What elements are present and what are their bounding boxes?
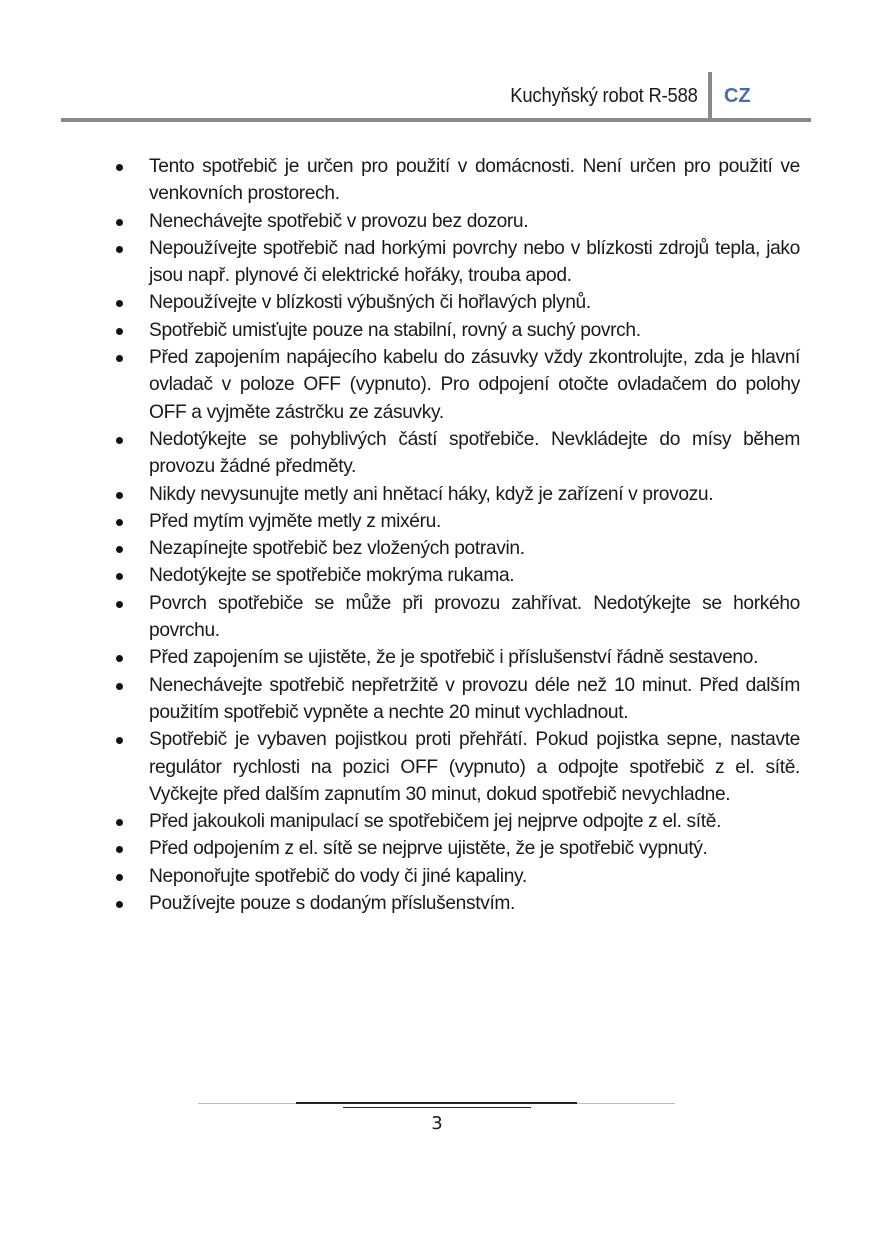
bullet-icon [116, 737, 123, 744]
safety-rule-item [110, 426, 800, 481]
header-divider-vertical [708, 72, 712, 120]
document-title: Kuchyňský robot R-588 [510, 85, 698, 107]
safety-rule-item [110, 508, 800, 535]
page-number: 3 [431, 1113, 443, 1134]
safety-rule-item [110, 644, 800, 671]
safety-rule-item [110, 153, 800, 208]
safety-rule-text: Neponořujte spotřebič do vody či jiné kapaliny. [149, 865, 527, 887]
safety-rule-item [110, 208, 800, 235]
safety-rule-item [110, 835, 800, 862]
safety-rule-item [110, 672, 800, 727]
safety-rule-text: Nikdy nevysunujte metly ani hnětací háky, když je zařízení v provozu. [149, 483, 714, 505]
bullet-icon [116, 355, 123, 362]
bullet-icon [116, 519, 123, 526]
bullet-icon [116, 601, 123, 608]
safety-rule-text: Nepoužívejte spotřebič nad horkými povrchy nebo v blízkosti zdrojů tepla, jako jsou např. plynové či elektrické hořáky, trouba apod. [149, 237, 800, 287]
bullet-icon [116, 874, 123, 881]
bullet-icon [116, 819, 123, 826]
language-code: CZ [724, 85, 751, 107]
bullet-icon [116, 492, 123, 499]
bullet-icon [116, 246, 123, 253]
safety-rule-text: Před mytím vyjměte metly z mixéru. [149, 510, 441, 532]
safety-rule-text: Nezapínejte spotřebič bez vložených potravin. [149, 538, 525, 560]
safety-rule-item [110, 808, 800, 835]
safety-rule-item [110, 590, 800, 645]
safety-rule-item [110, 235, 800, 290]
safety-rule-text: Povrch spotřebiče se může při provozu zahřívat. Nedotýkejte se horkého povrchu. [149, 592, 800, 642]
safety-rule-item [110, 481, 800, 508]
bullet-icon [116, 328, 123, 335]
safety-rule-item [110, 726, 800, 808]
safety-rule-text: Před zapojením napájecího kabelu do zásuvky vždy zkontrolujte, zda je hlavní ovladač v poloze OFF (vypnuto). Pro odpojení otočte ovladačem do polohy OFF a vyjměte zástrčku ze zásuvky. [149, 347, 800, 423]
safety-rule-text: Nenechávejte spotřebič v provozu bez dozoru. [149, 210, 529, 232]
bullet-icon [116, 901, 123, 908]
safety-rule-text: Tento spotřebič je určen pro použití v domácnosti. Není určen pro použití ve venkovních prostorech. [149, 156, 800, 205]
safety-rule-text: Spotřebič je vybaven pojistkou proti přehřátí. Pokud pojistka sepne, nastavte regulátor rychlosti na pozici OFF (vypnuto) a odpojte spotřebič z el. sítě. Vyčkejte před dalším zapnutím 30 minut, dokud spotřebič nevychladne. [149, 729, 800, 805]
page-header [61, 72, 811, 122]
footer-rule-short [343, 1107, 531, 1108]
bullet-icon [116, 164, 123, 171]
safety-rule-item [110, 317, 800, 344]
safety-rule-text: Nepoužívejte v blízkosti výbušných či hořlavých plynů. [149, 292, 591, 314]
safety-rules-list [110, 153, 800, 917]
safety-rule-item [110, 890, 800, 917]
safety-rule-item [110, 344, 800, 426]
safety-rule-item [110, 535, 800, 562]
safety-rule-item [110, 562, 800, 589]
bullet-icon [116, 437, 123, 444]
safety-instructions [110, 153, 800, 917]
safety-rule-item [110, 863, 800, 890]
safety-rule-item [110, 289, 800, 316]
safety-rule-text: Nedotýkejte se pohyblivých částí spotřebiče. Nevkládejte do mísy během provozu žádné předměty. [149, 428, 800, 478]
bullet-icon [116, 573, 123, 580]
bullet-icon [116, 846, 123, 853]
bullet-icon [116, 655, 123, 662]
safety-rule-text: Nedotýkejte se spotřebiče mokrýma rukama. [149, 565, 515, 587]
safety-rule-text: Před odpojením z el. sítě se nejprve ujistěte, že je spotřebič vypnutý. [149, 838, 708, 860]
header-rule [61, 118, 811, 122]
safety-rule-text: Nenechávejte spotřebič nepřetržitě v provozu déle než 10 minut. Před dalším použitím spotřebič vypněte a nechte 20 minut vychladnout. [149, 674, 800, 723]
bullet-icon [116, 546, 123, 553]
bullet-icon [116, 300, 123, 307]
footer-rule-thick [296, 1102, 577, 1104]
safety-rule-text: Před jakoukoli manipulací se spotřebičem jej nejprve odpojte z el. sítě. [149, 811, 722, 833]
bullet-icon [116, 219, 123, 226]
bullet-icon [116, 683, 123, 690]
safety-rule-text: Spotřebič umisťujte pouze na stabilní, rovný a suchý povrch. [149, 319, 641, 341]
safety-rule-text: Před zapojením se ujistěte, že je spotřebič i příslušenství řádně sestaveno. [149, 647, 759, 669]
safety-rule-text: Používejte pouze s dodaným příslušenstvím. [149, 893, 516, 915]
